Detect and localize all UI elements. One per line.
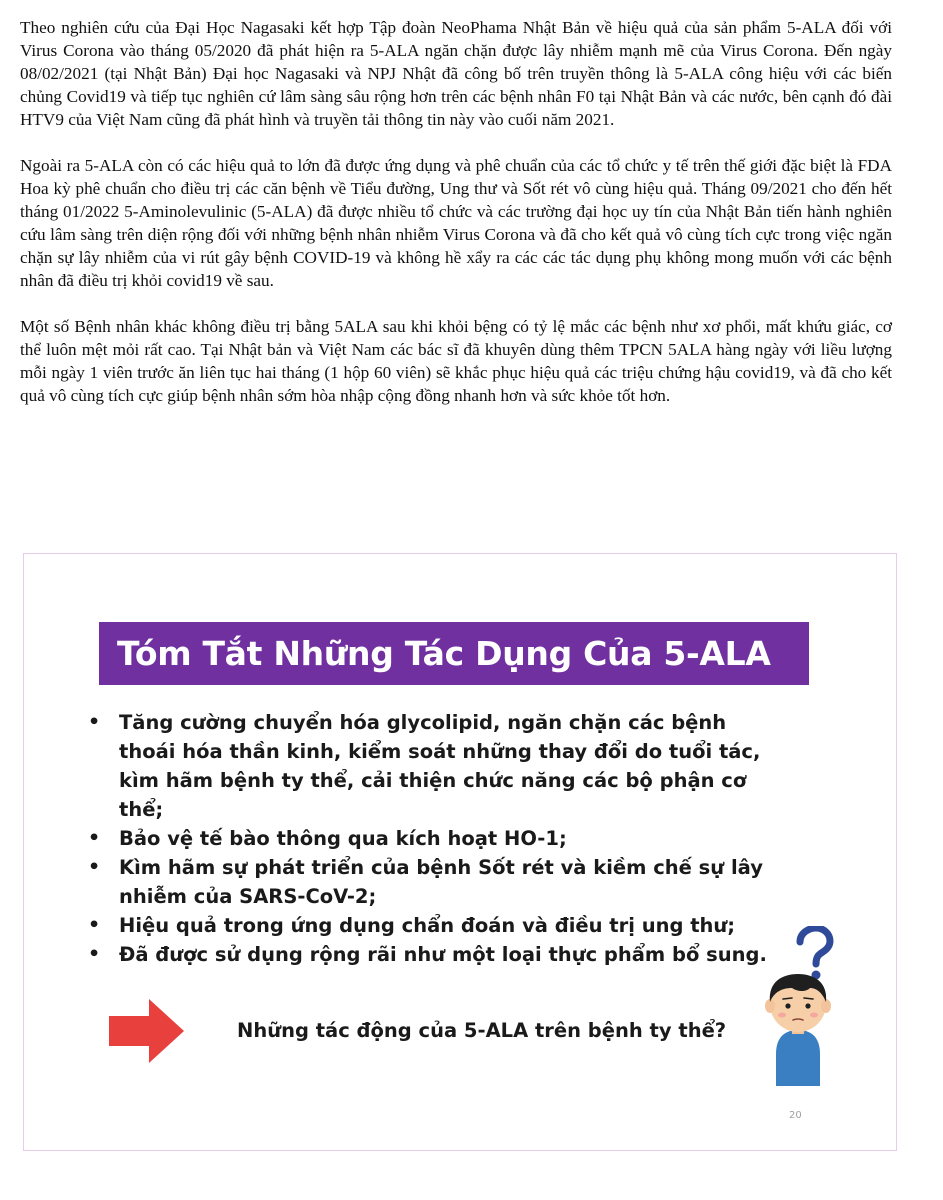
article-text (20, 16, 892, 430)
list-item-text: Hiệu quả trong ứng dụng chẩn đoán và điều trị ung thư; (119, 914, 736, 937)
bullet-icon: • (88, 943, 101, 965)
red-right-arrow-icon (109, 999, 184, 1063)
paragraph-2: Ngoài ra 5-ALA còn có các hiệu quả to lớn đã được ứng dụng và phê chuẩn của các tổ chức y tế trên thế giới đặc biệt là FDA Hoa kỳ phê chuẩn cho điều trị các căn bệnh về Tiểu đường, Ung thư và Sốt rét vô cùng hiệu quả. Tháng 09/2021 cho đến hết tháng 01/2022 5-Aminolevulinic (5-ALA) đã được nhiều tổ chức và các trường đại học uy tín của Nhật Bản tiến hành nghiên cứu lâm sàng trên diện rộng đối với những bệnh nhân nhiễm Virus Corona và đã cho kết quả vô cùng tích cực trong việc ngăn chặn sự lây nhiễm của vi rút gây bệnh COVID-19 và không hề xẩy ra các các tác dụng phụ không mong muốn với các bệnh nhân đã điều trị khỏi covid19 về sau. (20, 156, 892, 290)
question-text: Những tác động của 5-ALA trên bệnh ty thể? (237, 1019, 727, 1042)
paragraph-1: Theo nghiên cứu của Đại Học Nagasaki kết hợp Tập đoàn NeoPhama Nhật Bản về hiệu quả của sản phẩm 5-ALA đối với Virus Corona vào tháng 05/2020 đã phát hiện ra 5-ALA ngăn chặn được lây nhiễm mạnh mẽ của Virus Corona. Đến ngày 08/02/2021 (tại Nhật Bản) Đại học Nagasaki và NPJ Nhật đã công bố trên truyền thông là 5-ALA công hiệu với các biến chủng Covid19 và tiếp tục nghiên cứ lâm sàng sâu rộng hơn trên các bệnh nhân F0 tại Nhật Bản và các nước, bên cạnh đó đài HTV9 của Việt Nam cũng đã phát hình và truyền tải thông tin này vào cuối năm 2021. (20, 18, 892, 129)
confused-boy-question-icon (748, 926, 848, 1091)
list-item-text: Kìm hãm sự phát triển của bệnh Sốt rét và kiềm chế sự lây nhiễm của SARS-CoV-2; (119, 856, 763, 908)
list-item (86, 853, 776, 911)
list-item (86, 824, 776, 853)
bullet-icon: • (88, 711, 101, 733)
bullet-icon: • (88, 827, 101, 849)
list-item-text: Đã được sử dụng rộng rãi như một loại thực phẩm bổ sung. (119, 943, 767, 966)
list-item (86, 911, 776, 940)
summary-slide (23, 553, 897, 1151)
bullet-icon: • (88, 856, 101, 878)
bullet-icon: • (88, 914, 101, 936)
paragraph-3: Một số Bệnh nhân khác không điều trị bằng 5ALA sau khi khỏi bệng có tỷ lệ mắc các bệnh như xơ phổi, mất khứu giác, cơ thể luôn mệt mỏi rất cao. Tại Nhật bản và Việt Nam các bác sĩ đã khuyên dùng thêm TPCN 5ALA hàng ngày với liều lượng mỗi ngày 1 viên trước ăn liên tục hai tháng (1 hộp 60 viên) sẽ khắc phục hiệu quả các triệu chứng hậu covid19, và đã cho kết quả vô cùng tích cực giúp bệnh nhân sớm hòa nhập cộng đồng nhanh hơn và sức khỏe tốt hơn. (20, 317, 892, 405)
page-number: 20 (789, 1110, 802, 1121)
list-item-text: Tăng cường chuyển hóa glycolipid, ngăn chặn các bệnh thoái hóa thần kinh, kiểm soát những thay đổi do tuổi tác, kìm hãm bệnh ty thể, cải thiện chức năng các bộ phận cơ thể; (119, 711, 761, 821)
effects-list (86, 708, 776, 969)
list-item (86, 708, 776, 824)
slide-title: Tóm Tắt Những Tác Dụng Của 5-ALA (99, 622, 809, 685)
list-item-text: Bảo vệ tế bào thông qua kích hoạt HO-1; (119, 827, 567, 850)
list-item (86, 940, 776, 969)
